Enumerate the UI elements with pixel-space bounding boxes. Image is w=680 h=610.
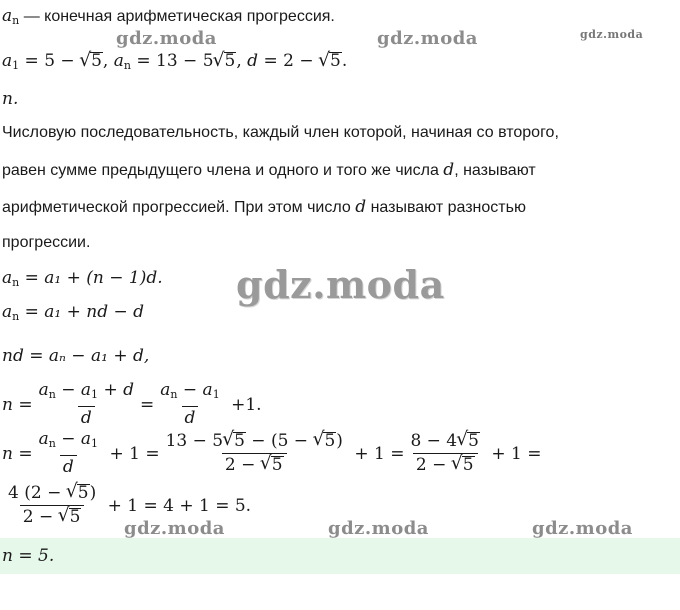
definition-line-4: прогрессии. bbox=[2, 234, 91, 251]
a1-radicand: 5 bbox=[91, 51, 102, 71]
formula-expand: $a_n = a_1$ + nd − d bbox=[2, 302, 145, 323]
an-expr: 13 − 5 bbox=[156, 51, 214, 71]
an-radicand: 5 bbox=[224, 51, 236, 71]
find-label: n. bbox=[2, 89, 19, 109]
watermark: gdz.moda bbox=[532, 518, 633, 539]
definition-line-3: арифметической прогрессией. При этом число d называют разностью bbox=[2, 197, 526, 217]
d-expr: 2 − bbox=[283, 51, 319, 71]
given-line: $a_1 = 5$ − √ 5, $a_n = 13 - 5√$ 5, d = 2 − √ 5. bbox=[2, 51, 347, 72]
answer-highlight bbox=[0, 538, 680, 574]
formula-solve-nd: nd = aₙ − a₁ + d, bbox=[2, 346, 150, 366]
formula-simplify: $\frac{4 (2 - √ 5)}{2 - √ 5}$ + 1 = 4 + 1 = 5. bbox=[2, 484, 251, 527]
formula-general: $a_n = a_1 + (n - 1)d$. bbox=[2, 268, 163, 289]
formula-substitution: n = $\frac{a_n - a_1}{d}$ + 1 = $\frac{13 - 5√ 5 - (5 - √ 5)}{2 - √ 5}$ + 1 = $\frac{8 - 4√ 5}{2 - √ 5}$ + 1 = bbox=[2, 430, 541, 477]
a1-expr: 5 − bbox=[44, 51, 81, 71]
watermark: gdz.moda bbox=[580, 28, 644, 41]
answer-text: n = 5. bbox=[2, 546, 55, 566]
watermark: gdz.moda bbox=[124, 518, 225, 539]
definition-line-1: Числовую последовательность, каждый член которой, начиная со второго, bbox=[2, 124, 559, 141]
watermark-large: gdz.moda bbox=[236, 262, 445, 307]
intro-line bbox=[2, 6, 335, 27]
formula-n-general: n = $\frac{a_n - a_1 + d}{d}$ = $\frac{a_n - a_1}{d}$ + 1. bbox=[2, 380, 262, 428]
watermark: gdz.moda bbox=[328, 518, 429, 539]
watermark: gdz.moda bbox=[116, 28, 217, 49]
d-radicand: 5 bbox=[329, 51, 341, 71]
definition-line-2: равен сумме предыдущего члена и одного и того же числа d, называют bbox=[2, 160, 536, 180]
an-symbol: $a_n$ bbox=[2, 6, 20, 27]
watermark: gdz.moda bbox=[377, 28, 478, 49]
intro-text: — конечная арифметическая прогрессия. bbox=[23, 8, 335, 25]
